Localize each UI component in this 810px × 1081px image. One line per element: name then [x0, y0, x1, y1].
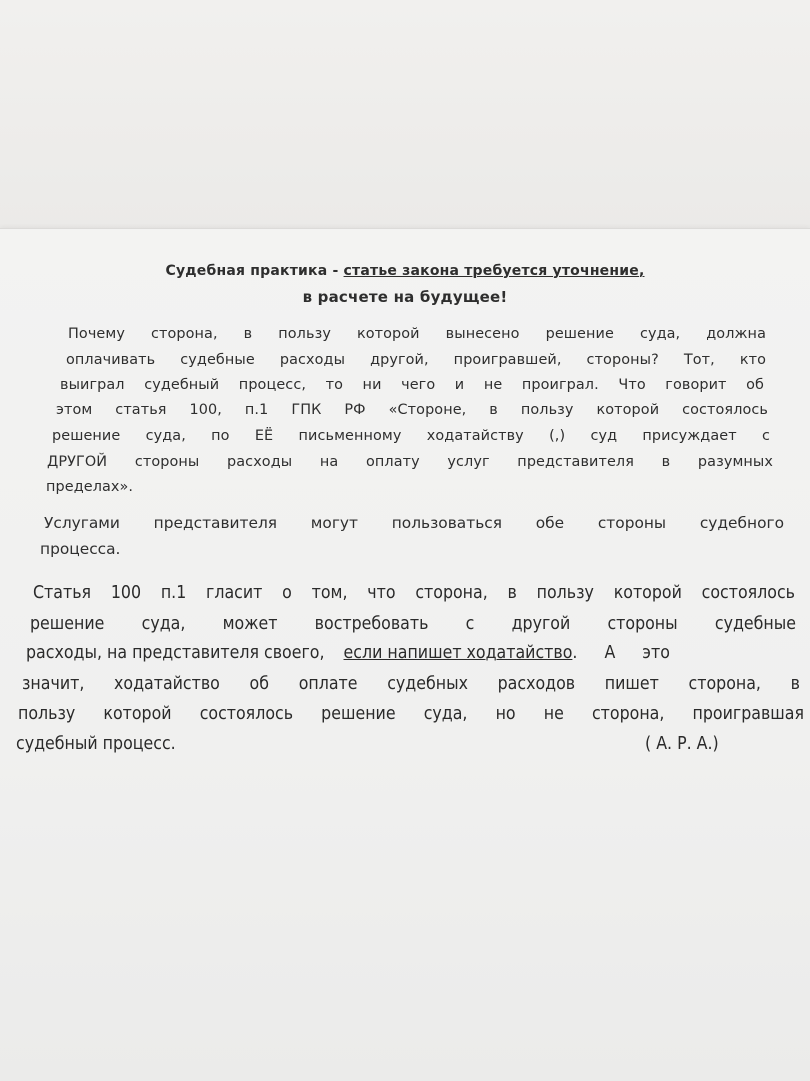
p3-line-6: судебный процесс. — [16, 734, 176, 754]
document-title-line-1 — [0, 263, 810, 279]
upper-sheet — [0, 0, 810, 233]
p3-line-2: решение суда, может востребовать с другой стороны судебные — [30, 614, 796, 634]
underlined-phrase: если напишет ходатайство — [343, 643, 573, 663]
p1-line-1: Почему сторона, в пользу которой вынесено решение суда, должна — [68, 326, 766, 342]
p3-line-3-start: расходы, на представителя своего, — [26, 643, 325, 663]
title-prefix: Судебная практика - — [165, 263, 344, 279]
p3-line-3-end: . А это — [572, 643, 670, 663]
title-underlined: статье закона требуется уточнение, — [343, 263, 645, 279]
p3-line-1: Статья 100 п.1 гласит о том, что сторона, в пользу которой состоялось — [33, 583, 795, 603]
p2-line-2: процесса. — [40, 540, 121, 558]
p1-line-7: пределах». — [46, 479, 134, 495]
p1-line-4: этом статья 100, п.1 ГПК РФ «Стороне, в пользу которой состоялось — [56, 402, 768, 418]
p3-line-5: пользу которой состоялось решение суда, но не сторона, проигравшая — [18, 704, 804, 724]
p1-line-3: выиграл судебный процесс, то ни чего и не проиграл. Что говорит об — [60, 377, 764, 393]
p1-line-2: оплачивать судебные расходы другой, проигравшей, стороны? Тот, кто — [66, 352, 766, 368]
p3-line-3 — [26, 643, 670, 663]
document-title-line-2: в расчете на будущее! — [302, 288, 508, 306]
p3-line-4: значит, ходатайство об оплате судебных расходов пишет сторона, в — [22, 674, 800, 694]
p1-line-6: ДРУГОЙ стороны расходы на оплату услуг представителя в разумных — [47, 454, 773, 470]
p2-line-1: Услугами представителя могут пользоваться обе стороны судебного — [44, 514, 784, 532]
p1-line-5: решение суда, по ЕЁ письменному ходатайству (,) суд присуждает с — [52, 428, 770, 444]
signature: ( А. Р. А.) — [645, 734, 719, 754]
